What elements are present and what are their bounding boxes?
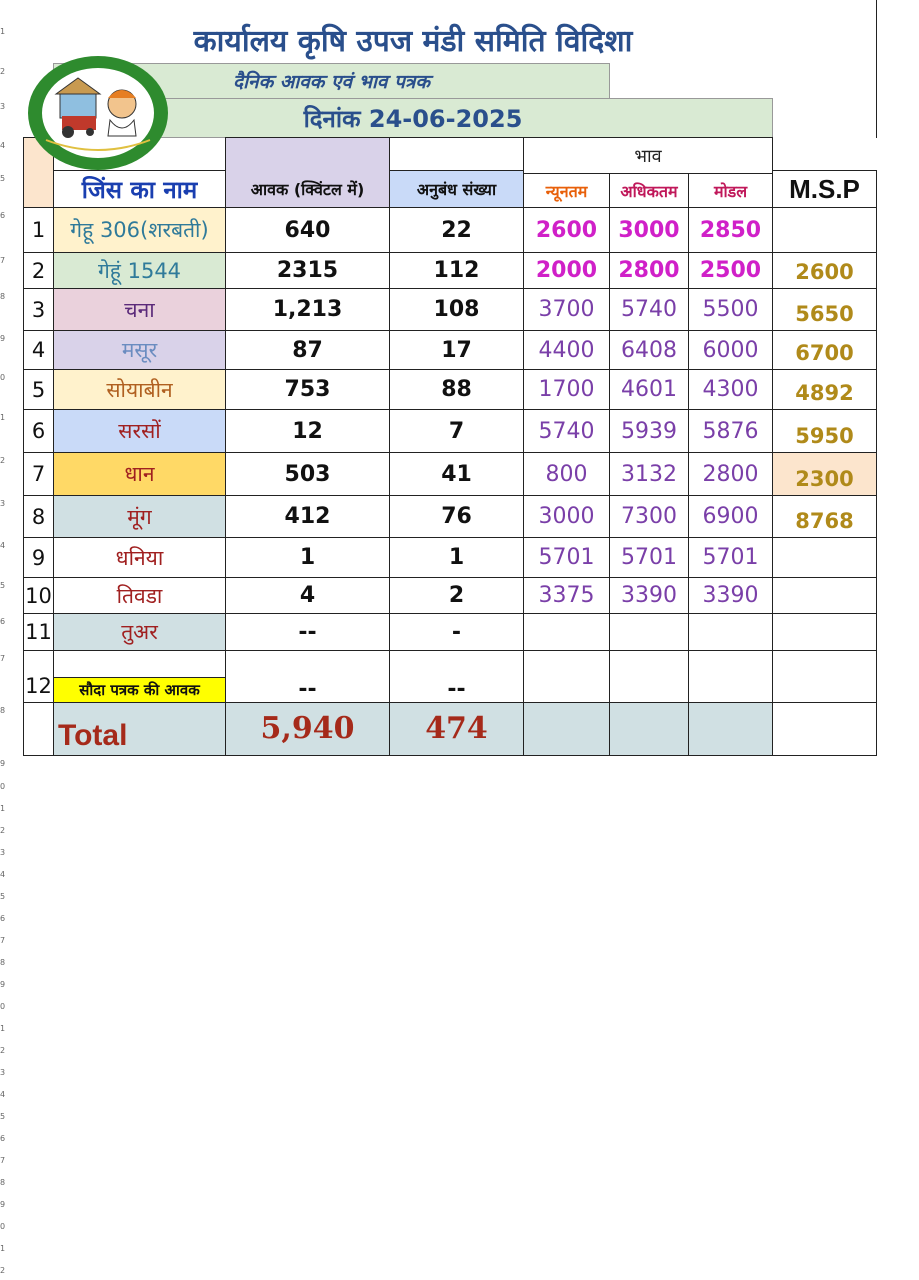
row-number: 8 xyxy=(0,706,6,715)
arrival-value: 1 xyxy=(225,537,390,578)
row-number: 7 xyxy=(0,1156,6,1165)
contracts-value: 1 xyxy=(389,537,524,578)
row-number: 5 xyxy=(0,174,6,183)
row-number: 3 xyxy=(0,848,6,857)
price-group-header: भाव xyxy=(523,137,773,174)
contracts-value: 22 xyxy=(389,207,524,253)
row-number: 7 xyxy=(0,936,6,945)
min-price: 2600 xyxy=(523,207,610,253)
arrival-value: 12 xyxy=(225,409,390,453)
contracts-value: 112 xyxy=(389,252,524,289)
row-number: 2 xyxy=(0,456,6,465)
total-empty xyxy=(523,702,610,756)
contracts-value: 88 xyxy=(389,369,524,410)
max-price: 3000 xyxy=(609,207,689,253)
model-price: 2800 xyxy=(688,452,773,496)
contracts-value: 108 xyxy=(389,288,524,331)
arrival-value: 2315 xyxy=(225,252,390,289)
msp-header: M.S.P xyxy=(772,170,877,208)
row-serial: 11 xyxy=(23,613,54,651)
row-number: 8 xyxy=(0,1178,6,1187)
row-number: 9 xyxy=(0,1200,6,1209)
row-number: 6 xyxy=(0,1134,6,1143)
model-price: 2500 xyxy=(688,252,773,289)
row-number: 5 xyxy=(0,1112,6,1121)
min-price: 2000 xyxy=(523,252,610,289)
max-price: 5740 xyxy=(609,288,689,331)
header-spacer xyxy=(772,0,877,138)
row-number: 3 xyxy=(0,1068,6,1077)
arrival-value: -- xyxy=(225,613,390,651)
row-number: 1 xyxy=(0,1024,6,1033)
contracts-value: -- xyxy=(389,650,524,703)
row-number: 2 xyxy=(0,1266,6,1275)
row-number: 8 xyxy=(0,958,6,967)
arrival-value: 753 xyxy=(225,369,390,410)
model-price: 6900 xyxy=(688,495,773,538)
report-subtitle: दैनिक आवक एवं भाव पत्रक xyxy=(53,63,610,99)
msp-value xyxy=(772,537,877,578)
row-number: 4 xyxy=(0,1090,6,1099)
contracts-value: - xyxy=(389,613,524,651)
model-price xyxy=(688,650,773,703)
arrival-value: 640 xyxy=(225,207,390,253)
row-number: 0 xyxy=(0,782,6,791)
max-price-header: अधिकतम xyxy=(609,173,689,208)
model-price: 5500 xyxy=(688,288,773,331)
msp-value xyxy=(772,650,877,703)
row-number: 6 xyxy=(0,617,6,626)
contracts-value: 17 xyxy=(389,330,524,370)
max-price: 7300 xyxy=(609,495,689,538)
row-number: 9 xyxy=(0,980,6,989)
row-number: 6 xyxy=(0,914,6,923)
crop-name: मसूर xyxy=(53,330,226,370)
crop-name-header: जिंस का नाम xyxy=(53,170,226,208)
crop-name: चना xyxy=(53,288,226,331)
max-price: 4601 xyxy=(609,369,689,410)
contracts-value: 41 xyxy=(389,452,524,496)
row-number: 9 xyxy=(0,334,6,343)
msp-value: 2600 xyxy=(772,252,877,289)
total-empty xyxy=(609,702,689,756)
contracts-value: 76 xyxy=(389,495,524,538)
crop-name: सोयाबीन xyxy=(53,369,226,410)
row-number: 7 xyxy=(0,256,6,265)
crop-name: गेहू 306(शरबती) xyxy=(53,207,226,253)
model-price: 4300 xyxy=(688,369,773,410)
total-sn xyxy=(23,702,54,756)
max-price: 6408 xyxy=(609,330,689,370)
row-serial: 6 xyxy=(23,409,54,453)
arrival-value: 4 xyxy=(225,577,390,614)
total-empty xyxy=(688,702,773,756)
msp-value xyxy=(772,577,877,614)
row-number: 1 xyxy=(0,27,6,36)
row-number: 0 xyxy=(0,1222,6,1231)
row-number: 1 xyxy=(0,1244,6,1253)
model-price: 2850 xyxy=(688,207,773,253)
row-serial: 8 xyxy=(23,495,54,538)
msp-value: 2300 xyxy=(772,452,877,496)
min-price: 3700 xyxy=(523,288,610,331)
row-serial: 4 xyxy=(23,330,54,370)
min-price: 3375 xyxy=(523,577,610,614)
total-label: Total xyxy=(53,702,226,756)
arrival-value: 503 xyxy=(225,452,390,496)
max-price xyxy=(609,613,689,651)
arrival-header: आवक (क्विंटल में) xyxy=(250,180,365,199)
row-number: 4 xyxy=(0,870,6,879)
arrival-value: 412 xyxy=(225,495,390,538)
mandi-board-logo xyxy=(26,54,170,172)
min-price: 800 xyxy=(523,452,610,496)
row-number: 6 xyxy=(0,211,6,220)
min-price xyxy=(523,613,610,651)
arrival-value: 1,213 xyxy=(225,288,390,331)
row-number: 0 xyxy=(0,1002,6,1011)
min-price: 5701 xyxy=(523,537,610,578)
min-price-header: न्यूनतम xyxy=(523,173,610,208)
row-serial: 9 xyxy=(23,537,54,578)
row-serial: 1 xyxy=(23,207,54,253)
crop-name: धनिया xyxy=(53,537,226,578)
row-number: 3 xyxy=(0,499,6,508)
model-price-header: मोडल xyxy=(688,173,773,208)
total-empty xyxy=(772,702,877,756)
row-serial: 10 xyxy=(23,577,54,614)
msp-value: 4892 xyxy=(772,369,877,410)
arrival-value: -- xyxy=(225,650,390,703)
max-price: 5701 xyxy=(609,537,689,578)
msp-value: 6700 xyxy=(772,330,877,370)
row-serial: 12 xyxy=(23,650,54,703)
msp-value: 5650 xyxy=(772,288,877,331)
max-price: 2800 xyxy=(609,252,689,289)
crop-name: सरसों xyxy=(53,409,226,453)
contracts-header: अनुबंध संख्या xyxy=(389,170,524,208)
arrival-value: 87 xyxy=(225,330,390,370)
row-number: 3 xyxy=(0,102,6,111)
row-number: 2 xyxy=(0,1046,6,1055)
row-number: 2 xyxy=(0,67,6,76)
max-price: 5939 xyxy=(609,409,689,453)
model-price: 5876 xyxy=(688,409,773,453)
min-price: 5740 xyxy=(523,409,610,453)
row-number: 9 xyxy=(0,759,6,768)
max-price: 3390 xyxy=(609,577,689,614)
contracts-value: 7 xyxy=(389,409,524,453)
min-price: 3000 xyxy=(523,495,610,538)
row-number: 4 xyxy=(0,141,6,150)
row-number: 7 xyxy=(0,654,6,663)
row-serial: 2 xyxy=(23,252,54,289)
row-number: 5 xyxy=(0,581,6,590)
row-number: 5 xyxy=(0,892,6,901)
min-price: 4400 xyxy=(523,330,610,370)
max-price: 3132 xyxy=(609,452,689,496)
model-price: 5701 xyxy=(688,537,773,578)
msp-value xyxy=(772,207,877,253)
msp-value: 5950 xyxy=(772,409,877,453)
crop-name: सौदा पत्रक की आवक xyxy=(53,677,226,703)
min-price: 1700 xyxy=(523,369,610,410)
row-number: 0 xyxy=(0,373,6,382)
row-serial: 7 xyxy=(23,452,54,496)
report-date: दिनांक 24-06-2025 xyxy=(53,98,773,138)
crop-name: तुअर xyxy=(53,613,226,651)
row-serial: 3 xyxy=(23,288,54,331)
row-number: 2 xyxy=(0,826,6,835)
total-contracts: 474 xyxy=(389,702,524,756)
min-price xyxy=(523,650,610,703)
row-number: 1 xyxy=(0,804,6,813)
msp-value: 8768 xyxy=(772,495,877,538)
model-price: 6000 xyxy=(688,330,773,370)
crop-name: गेहूं 1544 xyxy=(53,252,226,289)
crop-name: तिवडा xyxy=(53,577,226,614)
max-price xyxy=(609,650,689,703)
contracts-value: 2 xyxy=(389,577,524,614)
row-number: 8 xyxy=(0,292,6,301)
crop-name: मूंग xyxy=(53,495,226,538)
row-number: 4 xyxy=(0,541,6,550)
model-price: 3390 xyxy=(688,577,773,614)
crop-name: धान xyxy=(53,452,226,496)
row-serial: 5 xyxy=(23,369,54,410)
page-title: कार्यालय कृषि उपज मंडी समिति विदिशा xyxy=(53,8,773,71)
total-arrival: 5,940 xyxy=(225,702,390,756)
row-number: 1 xyxy=(0,413,6,422)
model-price xyxy=(688,613,773,651)
msp-value xyxy=(772,613,877,651)
